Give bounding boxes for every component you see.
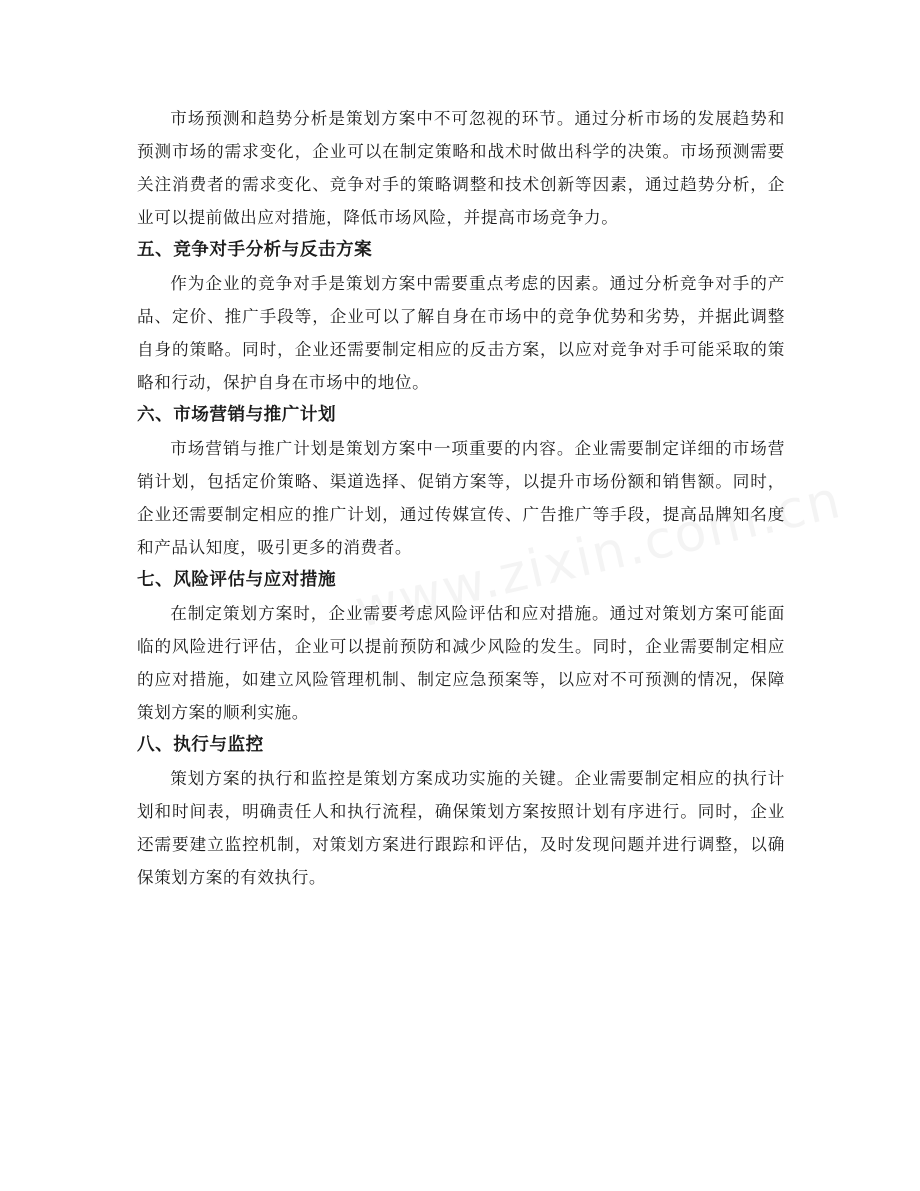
section-paragraph-6: 市场营销与推广计划是策划方案中一项重要的内容。企业需要制定详细的市场营销计划，包括定价策略、渠道选择、促销方案等，以提升市场份额和销售额。同时，企业还需要制定相应的推广计划，通过传媒宣传、广告推广等手段，提高品牌知名度和产品认知度，吸引更多的消费者。: [137, 439, 785, 557]
intro-paragraph: 市场预测和趋势分析是策划方案中不可忽视的环节。通过分析市场的发展趋势和预测市场的需求变化，企业可以在制定策略和战术时做出科学的决策。市场预测需要关注消费者的需求变化、竞争对手的策略调整和技术创新等因素，通过趋势分析，企业可以提前做出应对措施，降低市场风险，并提高市场竞争力。: [137, 109, 785, 227]
section-heading-5: 五、竞争对手分析与反击方案: [137, 240, 373, 260]
section-heading-7: 七、风险评估与应对措施: [137, 570, 337, 590]
section-paragraph-8: 策划方案的执行和监控是策划方案成功实施的关键。企业需要制定相应的执行计划和时间表，明确责任人和执行流程，确保策划方案按照计划有序进行。同时，企业还需要建立监控机制，对策划方案进行跟踪和评估，及时发现问题并进行调整，以确保策划方案的有效执行。: [137, 769, 785, 887]
section-paragraph-5: 作为企业的竞争对手是策划方案中需要重点考虑的因素。通过分析竞争对手的产品、定价、推广手段等，企业可以了解自身在市场中的竞争优势和劣势，并据此调整自身的策略。同时，企业还需要制定相应的反击方案，以应对竞争对手可能采取的策略和行动，保护自身在市场中的地位。: [137, 274, 785, 392]
section-paragraph-7: 在制定策划方案时，企业需要考虑风险评估和应对措施。通过对策划方案可能面临的风险进行评估，企业可以提前预防和减少风险的发生。同时，企业需要制定相应的应对措施，如建立风险管理机制、制定应急预案等，以应对不可预测的情况，保障策划方案的顺利实施。: [137, 604, 785, 722]
section-heading-8: 八、执行与监控: [137, 735, 264, 755]
document-body: [137, 102, 785, 894]
section-heading-6: 六、市场营销与推广计划: [137, 405, 337, 425]
